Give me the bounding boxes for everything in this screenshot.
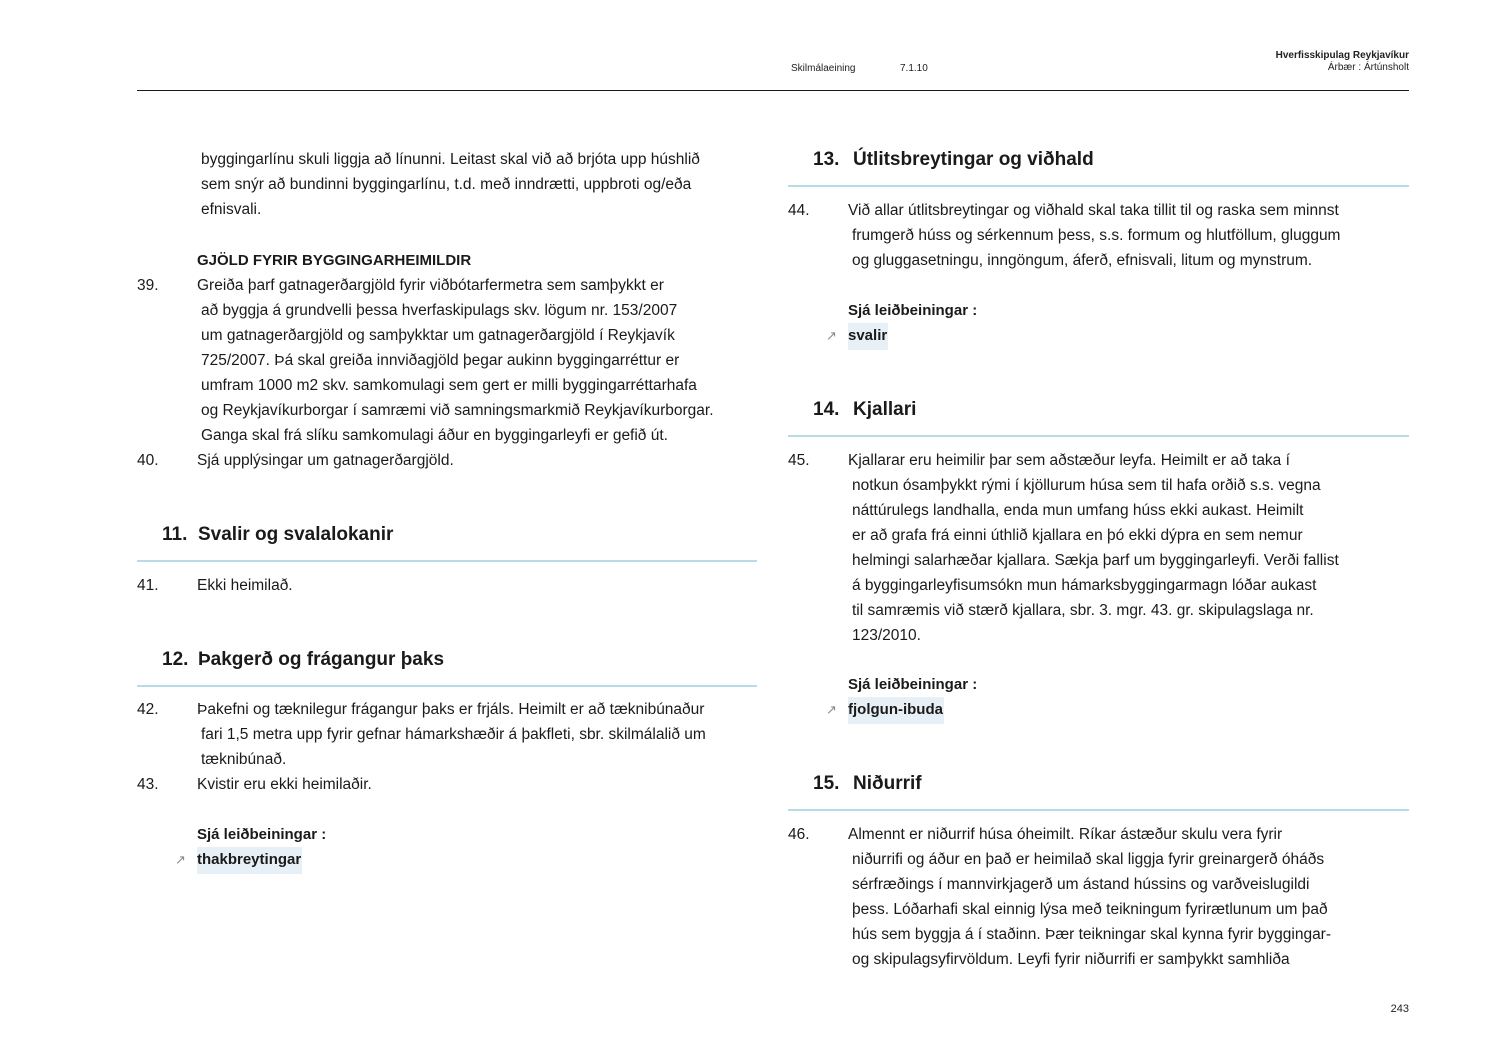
header-doc-info — [1276, 50, 1409, 74]
paragraph-line: tæknibúnað. — [201, 751, 287, 768]
section-13-heading — [788, 145, 1409, 187]
paragraph-line: sérfræðings í mannvirkjagerð um ástand hússins og varðveislugildi — [852, 876, 1310, 893]
item-39 — [137, 273, 757, 448]
item-46 — [788, 822, 1409, 972]
arrow-up-right-icon: ↗ — [175, 852, 186, 867]
header-section-label: Skilmálaeining — [791, 63, 856, 74]
paragraph-line: hús sem byggja á í staðinn. Þær teikningar skal kynna fyrir byggingar- — [852, 926, 1332, 943]
guide-svalir — [788, 298, 1409, 348]
paragraph-line: Ganga skal frá slíku samkomulagi áður en byggingarleyfi er gefið út. — [201, 427, 668, 444]
paragraph-line: og skipulagsyfirvöldum. Leyfi fyrir niðurrifi er samþykkt samhliða — [852, 951, 1290, 968]
paragraph-line: á byggingarleyfisumsókn mun hámarksbyggingarmagn lóðar aukast — [852, 577, 1317, 594]
paragraph-line: Þakefni og tæknilegur frágangur þaks er frjáls. Heimilt er að tæknibúnaður — [197, 701, 705, 718]
item-number: 45. — [788, 452, 810, 469]
header-section-number: 7.1.10 — [900, 63, 928, 74]
item-number: 43. — [137, 776, 159, 793]
item-number: 39. — [137, 277, 159, 294]
item-number: 46. — [788, 826, 810, 843]
paragraph-line: Greiða þarf gatnagerðargjöld fyrir viðbótarfermetra sem samþykkt er — [197, 277, 664, 294]
item-number: 42. — [137, 701, 159, 718]
guide-link-svalir[interactable]: svalir — [848, 323, 888, 350]
paragraph-line: um gatnagerðargjöld og samþykktar um gatnagerðargjöld í Reykjavík — [201, 327, 675, 344]
paragraph-line: til samræmis við stærð kjallara, sbr. 3. mgr. 43. gr. skipulagslaga nr. — [852, 602, 1314, 619]
item-number: 40. — [137, 452, 159, 469]
paragraph-line: frumgerð húss og sérkennum þess, s.s. formum og hlutföllum, gluggum — [852, 227, 1341, 244]
item-41 — [137, 573, 757, 598]
item-40 — [137, 448, 757, 473]
guide-link-row — [788, 323, 1409, 348]
item-44 — [788, 198, 1409, 273]
fees-subheading-block — [137, 248, 757, 273]
paragraph-line: Við allar útlitsbreytingar og viðhald skal taka tillit til og raska sem minnst — [848, 202, 1339, 219]
paragraph-line: byggingarlínu skuli liggja að línunni. Leitast skal við að brjóta upp húshlið — [201, 151, 700, 168]
guide-link-row — [788, 697, 1409, 722]
arrow-up-right-icon: ↗ — [826, 702, 837, 717]
item-43 — [137, 772, 757, 797]
guide-link-thakbreytingar[interactable]: thakbreytingar — [197, 847, 302, 874]
paragraph-line: efnisvali. — [201, 201, 262, 218]
section-12-heading — [137, 645, 757, 687]
section-number: 11. — [162, 524, 188, 545]
section-number: 12. — [162, 649, 189, 670]
item-42 — [137, 697, 757, 772]
header-doc-title: Hverfisskipulag Reykjavíkur — [1275, 50, 1409, 61]
guide-thakbreytingar — [137, 822, 757, 872]
paragraph-line: er að grafa frá einni úthlið kjallara en þó ekki dýpra en sem nemur — [852, 527, 1303, 544]
arrow-up-right-icon: ↗ — [826, 328, 837, 343]
section-title: Niðurrif — [853, 773, 922, 794]
paragraph-line: og Reykjavíkurborgar í samræmi við samningsmarkmið Reykjavíkurborgar. — [201, 402, 714, 419]
item-number: 41. — [137, 577, 159, 594]
header-doc-subtitle: Árbær : Ártúnsholt — [1327, 62, 1409, 73]
section-15-heading — [788, 769, 1409, 811]
section-11-heading — [137, 520, 757, 562]
paragraph-line: niðurrifi og áður en það er heimilað skal liggja fyrir greinargerð óháðs — [852, 851, 1325, 868]
section-title: Svalir og svalalokanir — [198, 524, 394, 545]
guide-label: Sjá leiðbeiningar : — [197, 826, 327, 843]
page-header — [137, 0, 1409, 91]
paragraph-line: umfram 1000 m2 skv. samkomulagi sem gert er milli byggingarréttarhafa — [201, 377, 697, 394]
paragraph-line: þess. Lóðarhafi skal einnig lýsa með teikningum fyrirætlunum um það — [852, 901, 1328, 918]
paragraph-line: 725/2007. Þá skal greiða innviðagjöld þegar aukinn byggingarréttur er — [201, 352, 680, 369]
guide-link-fjolgun-ibuda[interactable]: fjolgun-ibuda — [848, 697, 944, 724]
paragraph-line: Kjallarar eru heimilir þar sem aðstæður leyfa. Heimilt er að taka í — [848, 452, 1290, 469]
intro-paragraph — [137, 147, 757, 222]
paragraph-line: Kvistir eru ekki heimilaðir. — [197, 776, 372, 793]
paragraph-line: Ekki heimilað. — [197, 577, 293, 594]
page-number: 243 — [1390, 1003, 1409, 1015]
paragraph-line: sem snýr að bundinni byggingarlínu, t.d. með inndrætti, uppbroti og/eða — [201, 176, 692, 193]
section-title: Útlitsbreytingar og viðhald — [853, 149, 1094, 170]
item-45 — [788, 448, 1409, 648]
guide-link-row — [137, 847, 757, 872]
section-number: 13. — [813, 149, 840, 170]
paragraph-line: Almennt er niðurrif húsa óheimilt. Ríkar ástæður skulu vera fyrir — [848, 826, 1283, 843]
paragraph-line: og gluggasetningu, inngöngum, áferð, efnisvali, litum og mynstrum. — [852, 252, 1313, 269]
item-number: 44. — [788, 202, 810, 219]
guide-label: Sjá leiðbeiningar : — [848, 302, 978, 319]
paragraph-line: 123/2010. — [852, 627, 921, 644]
paragraph-line: að byggja á grundvelli þessa hverfaskipulags skv. lögum nr. 153/2007 — [201, 302, 678, 319]
paragraph-line: Sjá upplýsingar um gatnagerðargjöld. — [197, 452, 454, 469]
section-title: Kjallari — [853, 399, 917, 420]
paragraph-line: náttúrulegs landhalla, enda mun umfang húss ekki aukast. Heimilt — [852, 502, 1304, 519]
guide-label: Sjá leiðbeiningar : — [848, 676, 978, 693]
guide-fjolgun-ibuda — [788, 672, 1409, 722]
section-title: Þakgerð og frágangur þaks — [198, 649, 445, 670]
paragraph-line: fari 1,5 metra upp fyrir gefnar hámarkshæðir á þakfleti, sbr. skilmálalið um — [201, 726, 706, 743]
fees-subheading: GJÖLD FYRIR BYGGINGARHEIMILDIR — [197, 252, 472, 269]
section-number: 15. — [813, 773, 840, 794]
section-number: 14. — [813, 399, 840, 420]
paragraph-line: notkun ósamþykkt rými í kjöllurum húsa sem til hafa orðið s.s. vegna — [852, 477, 1321, 494]
section-14-heading — [788, 395, 1409, 437]
paragraph-line: helmingi salarhæðar kjallara. Sækja þarf um byggingarleyfi. Verði fallist — [852, 552, 1339, 569]
